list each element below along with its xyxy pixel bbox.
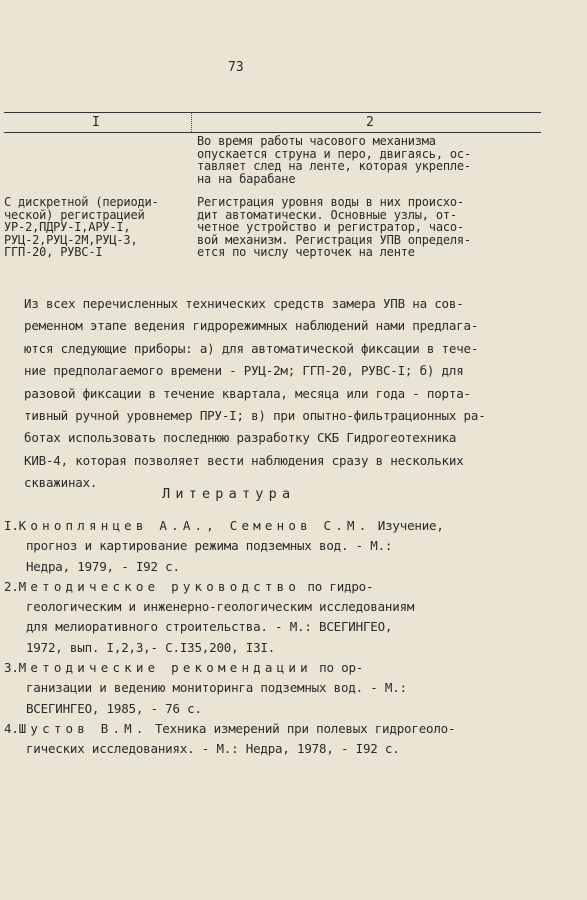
reference-authors: Методические рекомендации xyxy=(18,660,312,676)
table-col2-header: 2 xyxy=(366,115,374,130)
reference-authors: Коноплянцев А.А., Семенов С.М. xyxy=(18,518,371,533)
table-top-rule xyxy=(4,112,541,113)
reference-text: Изучение, прогноз и картирование режима подземных вод. - М.: Недра, 1979, - I92 с. xyxy=(25,518,444,574)
reference-authors: Шустов В.М. xyxy=(18,720,148,736)
literature-heading: Литература xyxy=(162,486,296,502)
table-row2-col2: Регистрация уровня воды в них происхо- дит автоматически. Основные узлы, от- четное устройство и регистратор, часо- вой механизм. Регистрация УПВ определя- ется по числу черточек на ленте xyxy=(197,195,471,259)
table-row1-col2: Во время работы часового механизма опускается струна и перо, двигаясь, ос- тавляет след на ленте, которая укрепле- на на барабане xyxy=(197,134,471,186)
body-paragraph: Из всех перечисленных технических средств замера УПВ на сов- ременном этапе ведения гидрорежимных наблюдений нами предлага- ются следующие приборы: а) для автоматической фиксации в тече- ние предполагаемого времени - РУЦ-2м; ГГП-20, РУВС-I; б) для разовой фиксации в течение квартала, месяца или года - порта- тивный ручной уровнемер ПРУ-I; в) при опытно-фильтрационных ра- ботах использовать последнюю разработку СКБ Гидрогеотехника КИВ-4, которая позволяет вести наблюдения сразу в нескольких скважинах. xyxy=(24,296,486,491)
reference-text: по ор- ганизации и ведению мониторинга подземных вод. - М.: ВСЕГИНГЕО, 1985, - 76 с. xyxy=(25,660,407,716)
reference-item xyxy=(4,577,564,658)
reference-item xyxy=(4,719,564,760)
reference-item xyxy=(4,658,564,719)
reference-number: I. xyxy=(4,518,19,533)
reference-authors: Методическое руководство xyxy=(18,578,301,594)
reference-number: 3. xyxy=(4,660,19,676)
table-header-rule xyxy=(4,132,541,133)
page-number: 73 xyxy=(228,60,244,75)
table-column-separator xyxy=(191,112,193,132)
reference-text: по гидро- геологическим и инженерно-геологическим исследованиям для мелиоративного строительства. - М.: ВСЕГИНГЕО, 1972, вып. I,2,3,- С.I35,200, I3I. xyxy=(25,578,415,655)
table-col1-header: I xyxy=(92,115,100,130)
reference-number: 4. xyxy=(4,720,19,736)
reference-item xyxy=(4,516,564,577)
table-row2-col1: С дискретной (периоди- ческой) регистрацией УР-2,ПДРУ-I,АРУ-I, РУЦ-2,РУЦ-2М,РУЦ-3, ГГП-20, РУВС-I xyxy=(4,195,159,259)
reference-text: Техника измерений при полевых гидрогеоло- гических исследованиях. - М.: Недра, 1978, - I92 с. xyxy=(25,720,456,757)
reference-number: 2. xyxy=(4,578,19,594)
reference-list xyxy=(4,516,564,760)
